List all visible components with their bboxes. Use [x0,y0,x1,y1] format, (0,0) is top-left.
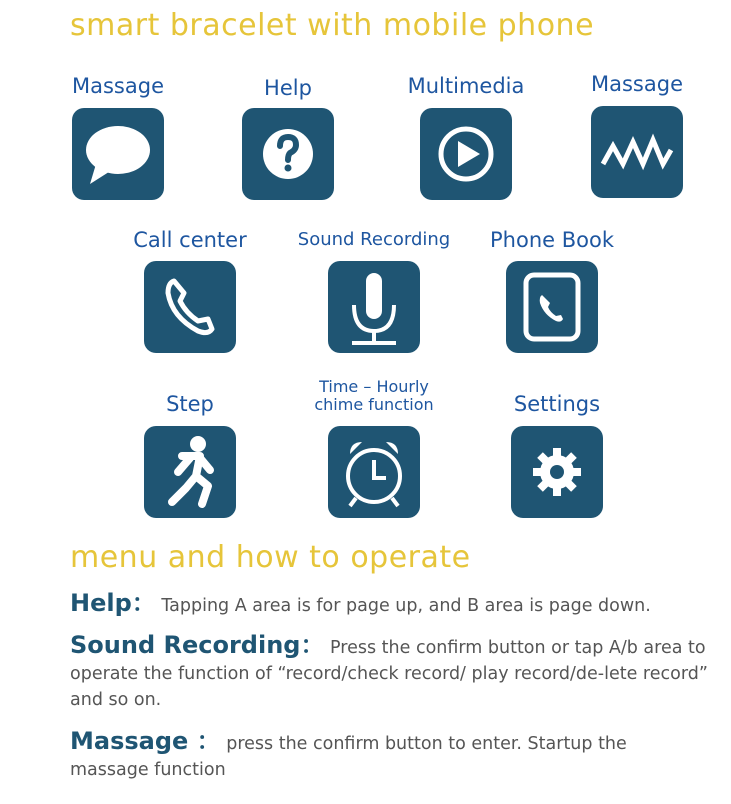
description-help [70,590,710,619]
zigzag-wave-icon [591,106,683,198]
description-text: press the confirm button to enter. Startup the massage function [70,734,627,780]
menu-label: Time – Hourly chime function [314,377,434,414]
description-massage [70,728,710,783]
section-title: menu and how to operate [70,540,471,575]
phone-book-icon [506,261,598,353]
speech-bubble-icon [72,108,164,200]
menu-label: Massage [591,72,683,96]
menu-item-call-center[interactable] [85,226,295,356]
menu-item-massage-wave[interactable] [532,70,731,210]
menu-label: Sound Recording [297,229,451,250]
menu-label: Multimedia [407,74,525,98]
description-text: Tapping A area is for page up, and B area is page down. [161,596,651,616]
description-term: Help： [70,589,156,617]
description-text: Press the confirm button or tap A/b area to operate the function of “record/check record/ play record/de-lete record” and so on. [70,638,708,710]
menu-label: Settings [513,392,601,416]
phone-icon [144,261,236,353]
menu-label: Call center [133,228,247,252]
alarm-clock-icon [328,426,420,518]
menu-item-hourly-chime[interactable] [269,378,479,518]
running-person-icon [144,426,236,518]
menu-item-phone-book[interactable] [447,226,657,356]
description-term: Sound Recording： [70,631,325,659]
microphone-icon [328,261,420,353]
menu-label: Phone Book [490,228,614,252]
question-icon [242,108,334,200]
description-term: Massage ： [70,727,221,755]
menu-label: Help [264,76,312,100]
menu-label: Massage [72,74,164,98]
description-sound-recording [70,632,710,713]
gear-icon [511,426,603,518]
menu-label: Step [166,392,214,416]
menu-item-settings[interactable] [452,390,662,520]
play-icon [420,108,512,200]
page-title: smart bracelet with mobile phone [70,8,595,43]
menu-item-step[interactable] [85,388,295,518]
